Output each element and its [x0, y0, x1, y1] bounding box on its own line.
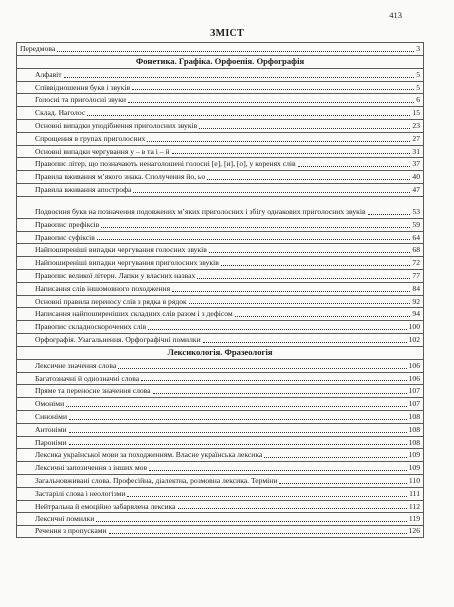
toc-entry[interactable]	[16, 487, 424, 500]
toc-entry-label: Речення з пропусками	[35, 526, 107, 536]
toc-dot-leader	[153, 393, 407, 394]
toc-entry-label: Подвоєння букв на позначення подовжених м’яких приголосних і збігу однакових приголосних звуків	[35, 206, 366, 216]
toc-entry-label: Співвідношення букв і звуків	[35, 82, 131, 92]
toc-entry[interactable]	[16, 397, 424, 410]
toc-dot-leader	[189, 303, 411, 304]
toc-entry-page: 23	[412, 120, 420, 130]
toc-entry-label: Алфавіт	[35, 69, 62, 79]
toc-dot-leader	[57, 51, 414, 52]
table-of-contents	[16, 42, 424, 538]
toc-entry-label: Синоніми	[35, 411, 68, 421]
toc-entry-page: 94	[412, 309, 420, 319]
toc-entry-label: Передмова	[20, 44, 56, 53]
toc-entry-page: 108	[408, 437, 420, 447]
toc-entry-page: 77	[412, 270, 420, 280]
toc-entry-label: Найпоширеніші випадки чергування приголосних звуків	[35, 258, 219, 268]
toc-entry-page: 100	[408, 322, 420, 332]
toc-entry[interactable]	[16, 384, 424, 397]
toc-entry-label: Правопис складноскорочених слів	[35, 322, 147, 332]
toc-entry[interactable]	[16, 157, 424, 170]
toc-entry[interactable]	[16, 372, 424, 385]
toc-entry-page: 64	[412, 232, 420, 242]
toc-entry[interactable]	[16, 243, 424, 256]
toc-entry-label: Написання слів іншомовного походження	[35, 283, 171, 293]
toc-entry-label: Пряме та переносне значення слова	[35, 386, 151, 396]
toc-entry-page: 40	[412, 172, 420, 182]
toc-entry[interactable]	[16, 448, 424, 461]
toc-dot-leader	[221, 265, 411, 266]
toc-entry[interactable]	[16, 93, 424, 106]
toc-entry[interactable]	[16, 106, 424, 119]
toc-entry-page: 109	[408, 463, 420, 473]
toc-entry-label: Спрощення в групах приголосних	[35, 133, 146, 143]
toc-entry-page: 106	[408, 360, 420, 370]
toc-entry[interactable]	[16, 512, 424, 525]
toc-entry-label: Правопис префіксів	[35, 219, 100, 229]
toc-entry-label: Основні випадки уподібнення приголосних звуків	[35, 120, 198, 130]
toc-entry-page: 126	[408, 526, 420, 536]
toc-entry-label: Загальновживані слова. Професійна, діалектна, розмовна лексика. Терміни	[35, 475, 278, 485]
toc-entry[interactable]	[16, 42, 424, 55]
toc-dot-leader	[209, 252, 411, 253]
toc-entry-page: 111	[409, 488, 420, 498]
toc-entry[interactable]	[16, 525, 424, 538]
toc-entry-page: 107	[408, 386, 420, 396]
toc-entry[interactable]	[16, 320, 424, 333]
toc-dot-leader	[235, 316, 411, 317]
toc-entry-page: 3	[416, 44, 420, 53]
toc-entry-page: 106	[408, 373, 420, 383]
toc-dot-leader	[64, 77, 415, 78]
toc-entry-page: 108	[408, 424, 420, 434]
toc-entry[interactable]	[16, 170, 424, 183]
toc-dot-leader	[178, 508, 407, 509]
toc-entry-label: Основні правила переносу слів з рядка в рядок	[35, 296, 187, 306]
toc-entry[interactable]	[16, 307, 424, 320]
toc-entry-page: 27	[412, 133, 420, 143]
toc-section-heading	[16, 55, 424, 68]
toc-dot-leader	[147, 141, 410, 142]
toc-entry-page: 119	[408, 514, 420, 524]
toc-entry[interactable]	[16, 256, 424, 269]
toc-entry[interactable]	[16, 269, 424, 282]
toc-entry[interactable]	[16, 295, 424, 308]
toc-dot-leader	[172, 153, 411, 154]
toc-entry-label: Правопис суфіксів	[35, 232, 95, 242]
toc-entry-label: Багатозначні й однозначні слова	[35, 373, 140, 383]
toc-entry-label: Правила вживання апострофа	[35, 184, 132, 194]
toc-entry[interactable]	[16, 500, 424, 513]
toc-dot-leader	[132, 89, 414, 90]
toc-dot-leader	[279, 483, 407, 484]
toc-entry[interactable]	[16, 81, 424, 94]
toc-entry-page: 53	[412, 206, 420, 216]
toc-entry-page: 110	[408, 475, 420, 485]
toc-entry-label: Омоніми	[35, 399, 65, 409]
toc-entry-page: 5	[416, 82, 420, 92]
toc-entry[interactable]	[16, 145, 424, 158]
toc-dot-leader	[172, 291, 410, 292]
toc-dot-leader	[197, 278, 410, 279]
toc-dot-leader	[101, 227, 410, 228]
toc-entry-page: 107	[408, 399, 420, 409]
toc-entry-label: Основні випадки чергування у – в та і – й	[35, 146, 170, 156]
toc-section-heading	[16, 346, 424, 359]
toc-entry[interactable]	[16, 423, 424, 436]
toc-entry-page: 15	[412, 108, 420, 118]
toc-entry-page: 59	[412, 219, 420, 229]
toc-entry-page: 112	[408, 501, 420, 511]
toc-dot-leader	[69, 444, 407, 445]
toc-entry-label: Пароніми	[35, 437, 67, 447]
toc-dot-leader	[109, 533, 407, 534]
toc-entry-page: 102	[408, 334, 420, 344]
toc-entry[interactable]	[16, 218, 424, 231]
toc-dot-leader	[66, 406, 406, 407]
toc-entry-label: Орфографія. Узагальнення. Орфографічні помилки	[35, 334, 201, 344]
toc-dot-leader	[69, 419, 407, 420]
toc-entry[interactable]	[16, 333, 424, 346]
toc-entry-label: Правила вживання м’якого знака. Сполучення йо, ьо	[35, 172, 206, 182]
page-number: 413	[389, 10, 402, 20]
toc-entry-label: Нейтральна й емоційно забарвлена лексика	[35, 501, 176, 511]
toc-entry-label: Склад. Наголос	[35, 108, 86, 118]
toc-entry[interactable]	[16, 461, 424, 474]
toc-entry-page: 109	[408, 450, 420, 460]
toc-dot-leader	[264, 457, 406, 458]
toc-entry[interactable]	[16, 183, 424, 196]
toc-entry-label: Голосні та приголосні звуки	[35, 95, 126, 105]
toc-dot-leader	[69, 432, 407, 433]
toc-entry-page: 72	[412, 258, 420, 268]
toc-entry[interactable]	[16, 231, 424, 244]
toc-dot-leader	[149, 470, 407, 471]
toc-dot-leader	[298, 166, 411, 167]
toc-dot-leader	[97, 239, 411, 240]
toc-dot-leader	[128, 102, 414, 103]
toc-entry-page: 47	[412, 184, 420, 194]
toc-entry-label: Лексичне значення слова	[35, 360, 117, 370]
toc-entry-page: 31	[412, 146, 420, 156]
toc-entry[interactable]	[16, 436, 424, 449]
toc-entry[interactable]	[16, 410, 424, 423]
toc-entry[interactable]	[16, 474, 424, 487]
toc-entry-label: Антоніми	[35, 424, 67, 434]
toc-entry[interactable]	[16, 132, 424, 145]
toc-dot-leader	[127, 496, 407, 497]
toc-entry-page: 108	[408, 411, 420, 421]
toc-entry-page: 92	[412, 296, 420, 306]
toc-entry-page: 6	[416, 95, 420, 105]
toc-entry[interactable]	[16, 119, 424, 132]
toc-entry-page: 37	[412, 159, 420, 169]
toc-entry[interactable]	[16, 359, 424, 372]
toc-dot-leader	[368, 214, 411, 215]
toc-entry-label: Застарілі слова і неологізми	[35, 488, 126, 498]
toc-entry-page: 68	[412, 245, 420, 255]
toc-dot-leader	[148, 329, 406, 330]
toc-dot-leader	[141, 380, 406, 381]
toc-dot-leader	[207, 179, 410, 180]
toc-entry-page: 5	[416, 69, 420, 79]
toc-entry[interactable]	[16, 282, 424, 295]
toc-dot-leader	[203, 342, 407, 343]
toc-entry-label: Лексичні помилки	[35, 514, 95, 524]
page-title: ЗМІСТ	[210, 28, 244, 39]
toc-entry-label: Правопис великої літери. Лапки у власних назвах	[35, 270, 196, 280]
toc-entry-label: Найпоширеніші випадки чергування голосних звуків	[35, 245, 207, 255]
toc-entry-label: Лексика української мови за походженням. Власне українська лексика	[35, 450, 263, 460]
toc-dot-leader	[133, 192, 410, 193]
toc-entry[interactable]	[16, 196, 424, 218]
toc-dot-leader	[96, 521, 406, 522]
toc-entry-page: 84	[412, 283, 420, 293]
toc-section-label: Фонетика. Графіка. Орфоепія. Орфографія	[135, 56, 305, 67]
toc-section-label: Лексикологія. Фразеологія	[167, 347, 273, 358]
toc-entry-label: Лексичні запозичення з інших мов	[35, 463, 148, 473]
toc-entry-label: Правопис літер, що позначають ненаголошені голосні [е], [и], [о], у коренях слів	[35, 159, 296, 169]
toc-dot-leader	[118, 368, 406, 369]
toc-dot-leader	[199, 128, 410, 129]
toc-entry-label: Написання найпоширеніших складних слів разом і з дефісом	[35, 309, 233, 319]
toc-entry[interactable]	[16, 68, 424, 81]
toc-dot-leader	[87, 115, 410, 116]
